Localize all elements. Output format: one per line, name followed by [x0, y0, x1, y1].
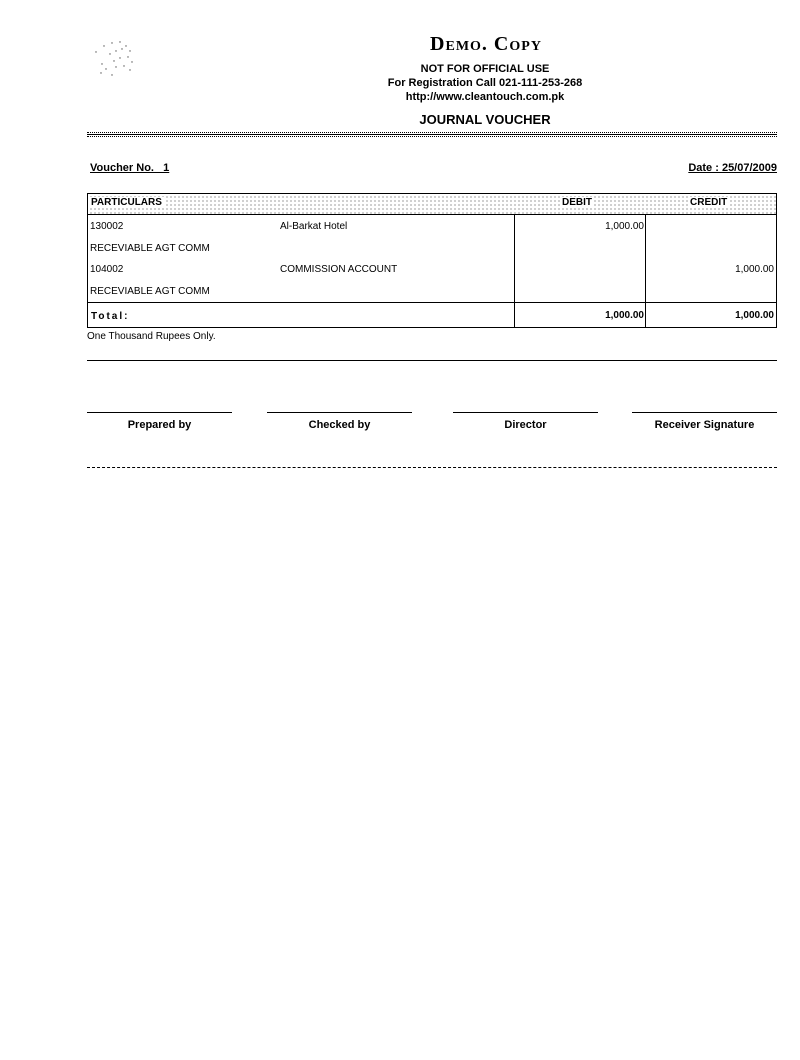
amount-in-words: One Thousand Rupees Only. [87, 331, 216, 342]
column-header-particulars: PARTICULARS [91, 197, 162, 208]
column-divider [514, 215, 515, 327]
company-logo [92, 40, 140, 80]
demo-copy-title: Demo. Copy [430, 33, 542, 55]
row-account-name: Al-Barkat Hotel [280, 221, 348, 232]
table-header [88, 194, 776, 215]
signature-line [453, 412, 598, 413]
prepared-by-label: Prepared by [127, 419, 192, 431]
header-divider [87, 136, 777, 137]
row-narration: RECEVIABLE AGT COMM [90, 243, 210, 254]
signature-line [632, 412, 777, 413]
total-divider [88, 302, 776, 303]
receiver-signature-label: Receiver Signature [654, 419, 755, 431]
header-divider [87, 132, 777, 133]
registration-text: For Registration Call 021-111-253-268 [387, 77, 583, 89]
document-title: JOURNAL VOUCHER [419, 112, 551, 127]
total-label: Total: [91, 311, 130, 322]
column-divider [645, 215, 646, 327]
section-divider [87, 360, 777, 361]
column-header-debit: DEBIT [562, 197, 592, 208]
signature-line [87, 412, 232, 413]
signature-line [267, 412, 412, 413]
notice-text: NOT FOR OFFICIAL USE [420, 63, 550, 75]
voucher-number: Voucher No. 1 [90, 162, 170, 174]
total-credit: 1,000.00 [735, 310, 774, 321]
total-debit: 1,000.00 [605, 310, 644, 321]
director-label: Director [504, 419, 547, 431]
row-account-code: 104002 [90, 264, 124, 275]
row-account-name: COMMISSION ACCOUNT [280, 264, 398, 275]
row-narration: RECEVIABLE AGT COMM [90, 286, 210, 297]
row-debit: 1,000.00 [605, 221, 644, 232]
row-credit: 1,000.00 [735, 264, 774, 275]
header-divider [87, 134, 777, 135]
footer-divider [87, 467, 777, 468]
journal-table [87, 193, 777, 328]
voucher-date: Date : 25/07/2009 [688, 162, 777, 174]
row-account-code: 130002 [90, 221, 124, 232]
website-text: http://www.cleantouch.com.pk [405, 91, 565, 103]
column-header-credit: CREDIT [690, 197, 728, 208]
checked-by-label: Checked by [308, 419, 371, 431]
